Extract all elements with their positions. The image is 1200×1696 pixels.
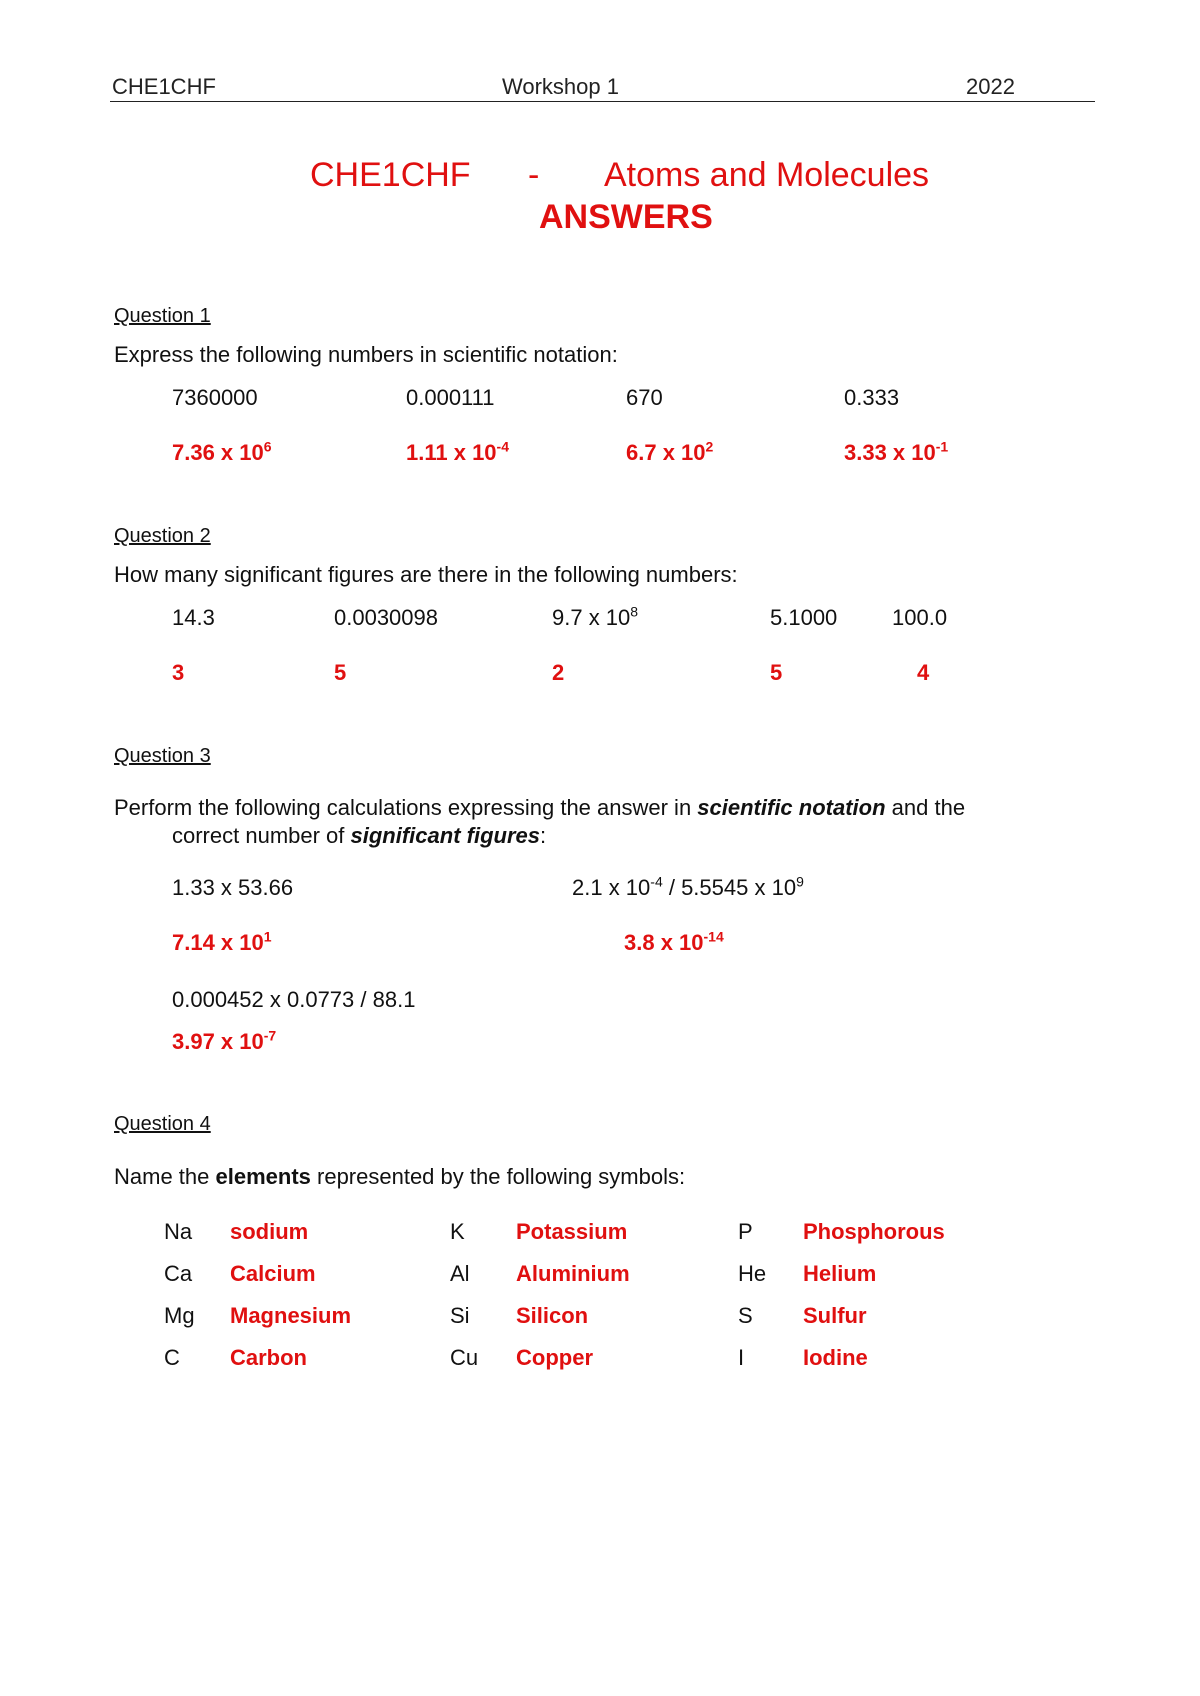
q2-answer-1: 3 [172, 660, 185, 685]
q2-number-5: 100.0 [892, 605, 948, 630]
q2-answer-2: 5 [334, 660, 347, 685]
element-symbol: K [450, 1219, 465, 1244]
element-name: Iodine [803, 1345, 868, 1370]
q3-calc1: 1.33 x 53.66 [172, 875, 294, 900]
element-symbol: I [738, 1345, 745, 1370]
title-topic: Atoms and Molecules [604, 156, 930, 194]
title-course-code: CHE1CHF [310, 156, 471, 194]
q2-heading: Question 2 [114, 525, 211, 547]
element-name: Helium [803, 1261, 877, 1286]
q3-answer2: 3.8 x $10^{-14}$ [624, 928, 724, 955]
q3-heading: Question 3 [114, 745, 211, 767]
element-symbol: Ca [164, 1261, 193, 1286]
element-name: Magnesium [230, 1303, 352, 1328]
q1-answer-2: 1.11 x $10^{-4}$ [406, 438, 509, 465]
q1-prompt: Express the following numbers in scientific notation: [114, 342, 618, 367]
element-symbol: Mg [164, 1303, 195, 1328]
element-name: Carbon [230, 1345, 307, 1370]
element-symbol: He [738, 1261, 767, 1286]
element-symbol: S [738, 1303, 753, 1328]
q3-calc2: 2.1 x $10^{-4} / 5.5545$ x $10^9$ [572, 873, 804, 900]
element-symbol: C [164, 1345, 180, 1370]
q2-number-4: 5.1000 [770, 605, 838, 630]
q3-prompt-line1: Perform the following calculations expressing the answer in scientific notation and the [114, 795, 966, 820]
element-name: Phosphorous [803, 1219, 945, 1244]
q1-heading: Question 1 [114, 305, 211, 327]
element-symbol: Na [164, 1219, 193, 1244]
q2-answer-5: 4 [917, 660, 930, 685]
q2-number-3: 9.7 x $10^8$ [552, 603, 639, 630]
q4-heading: Question 4 [114, 1113, 211, 1135]
element-name: Sulfur [803, 1303, 867, 1328]
q1-answer-3: 6.7 x $10^2$ [626, 438, 714, 465]
q2-number-2: 0.0030098 [334, 605, 438, 630]
header-course-code: CHE1CHF [112, 74, 216, 99]
element-name: Copper [516, 1345, 593, 1370]
q3-answer3: 3.97 x $10^{-7}$ [172, 1027, 277, 1054]
q2-number-1: 14.3 [172, 605, 215, 630]
q4-prompt: Name the elements represented by the following symbols: [114, 1164, 686, 1189]
q3-answer1: 7.14 x $10^1$ [172, 928, 272, 955]
q3-prompt-line2: correct number of significant figures: [172, 823, 547, 848]
q3-calc3: 0.000452 x 0.0773 / 88.1 [172, 987, 416, 1012]
q1-number-4: 0.333 [844, 385, 900, 410]
title-answers: ANSWERS [539, 198, 713, 236]
element-name: Silicon [516, 1303, 589, 1328]
q2-prompt: How many significant figures are there in the following numbers: [114, 562, 738, 587]
title-dash: - [528, 156, 540, 194]
q1-answer-4: 3.33 x $10^{-1}$ [844, 438, 949, 465]
element-symbol: P [738, 1219, 753, 1244]
q1-answer-1: 7.36 x $10^6$ [172, 438, 272, 465]
q2-answer-4: 5 [770, 660, 783, 685]
q1-number-1: 7360000 [172, 385, 258, 410]
element-name: sodium [230, 1219, 309, 1244]
q1-number-3: 670 [626, 385, 663, 410]
q1-number-2: 0.000111 [406, 385, 495, 410]
element-symbol: Cu [450, 1345, 479, 1370]
element-symbol: Si [450, 1303, 470, 1328]
header-workshop: Workshop 1 [502, 74, 619, 99]
header-rule [110, 101, 1095, 102]
element-name: Aluminium [516, 1261, 630, 1286]
header-year: 2022 [966, 74, 1015, 99]
element-name: Potassium [516, 1219, 628, 1244]
q2-answer-3: 2 [552, 660, 565, 685]
element-name: Calcium [230, 1261, 316, 1286]
element-symbol: Al [450, 1261, 470, 1286]
